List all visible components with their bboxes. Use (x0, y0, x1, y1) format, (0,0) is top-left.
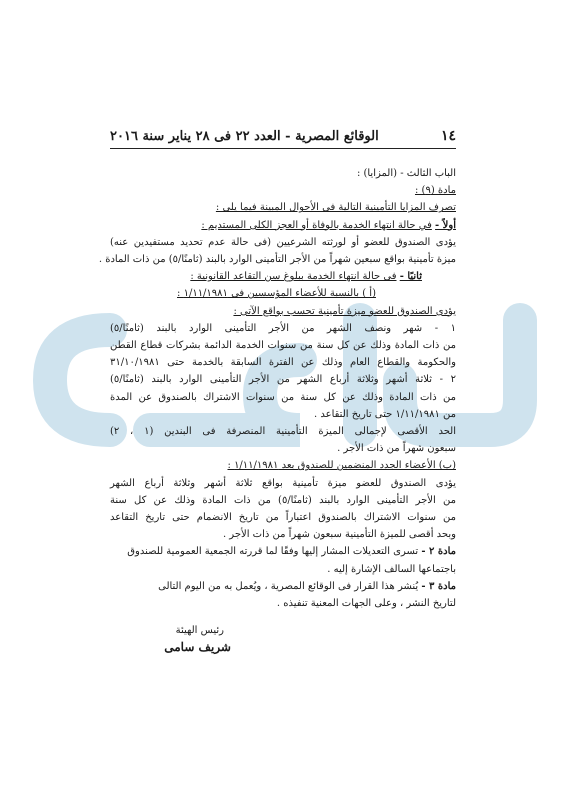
section-lead: ثانيًا - (399, 271, 422, 283)
article-lead: مادة ٢ - (421, 546, 456, 558)
paragraph-line: لتاريخ النشر ، وعلى الجهات المعنية تنفيذه . (276, 598, 456, 610)
document-body (98, 165, 457, 657)
paragraph-line: ميزة تأمينية بواقع سبعين شهراً من الأجر التأمينى الوارد بالبند (ثامنًا/٥) من ذات المادة . (98, 254, 456, 266)
paragraph-line: باجتماعها السالف الإشارة إليه . (327, 563, 456, 575)
signature-title: رئيس الهيئة (175, 625, 224, 637)
paragraph-line: يؤدى الصندوق للعضو أو لورثته الشرعيين (فى حالة عدم تحديد مستفيدين عنه) (110, 236, 456, 248)
paragraph-line: والحكومة والقطاع العام وذلك عن الفترة السابقة بالخدمة حتى ٣١/١٠/١٩٨١ (110, 357, 456, 369)
paragraph-line: أولاً - في حالة انتهاء الخدمة بالوفاة أو العجز الكلى المستديم : (201, 219, 456, 231)
paragraph-line: سبعون شهراً من ذات الأجر . (337, 443, 456, 455)
article-heading: مادة (٩) : (414, 185, 456, 197)
section-lead: أولاً - (435, 219, 456, 231)
page-header (110, 128, 456, 149)
article-lead: مادة ٣ - (421, 580, 456, 592)
paragraph-line: ١ - شهر ونصف الشهر من الأجر التأمينى الوارد بالبند (ثامنًا/٥) (110, 322, 456, 334)
paragraph-line: من الأجر التأمينى الوارد بالبند (ثامنًا/٥) من ذات المادة وذلك عن كل سنة (110, 494, 456, 506)
paragraph-line: من ١/١١/١٩٨١ حتى تاريخ التقاعد . (314, 408, 456, 420)
subsection-heading: (أ ) بالنسبة للأعضاء المؤسسين فى ١/١١/١٩٨١ : (177, 288, 376, 300)
paragraph-line: ثانيًا - فى حالة انتهاء الخدمة ببلوغ سن التقاعد القانونية : (190, 271, 422, 283)
signature-name: شريف سامى (164, 640, 231, 655)
paragraph-line: وبحد أقصى للميزة التأمينية سبعون شهراً من ذات الأجر . (222, 529, 456, 541)
paragraph-line: مادة ٣ - يُنشر هذا القرار فى الوقائع المصرية ، ويُعمل به من اليوم التالى (158, 580, 456, 592)
paragraph-line: الحد الأقصى لإجمالى الميزة التأمينية المنصرفة فى البندين (١ ، ٢) (110, 426, 457, 438)
chapter-heading: الباب الثالث - (المزايا) : (356, 168, 456, 179)
paragraph-line: مادة ٢ - تسرى التعديلات المشار إليها وفقًا لما قررته الجمعية العمومية للصندوق (127, 546, 456, 558)
page-number: ١٤ (440, 128, 456, 144)
paragraph-line: من سنوات الاشتراك بالصندوق اعتباراً من تاريخ الانضمام حتى تاريخ التقاعد (110, 512, 456, 524)
document-page (98, 128, 457, 657)
paragraph-line: من ذات المادة وذلك عن كل سنة من سنوات الاشتراك بالصندوق عن المدة (110, 391, 456, 403)
paragraph-line: تصرف المزايا التأمينية التالية فى الأحوال المبينة فيما يلى : (215, 202, 456, 214)
paragraph-line: يؤدى الصندوق للعضو ميزة تأمينية تحسب بواقع الآتى : (233, 305, 456, 317)
paragraph-line: من ذات المادة وذلك عن كل سنة من سنوات الخدمة الدائمة بشركات قطاع القطن (110, 340, 456, 352)
subsection-heading: (ب) الأعضاء الجدد المنضمين للصندوق بعد ١/١١/١٩٨١ : (227, 460, 456, 472)
paragraph-line: يؤدى الصندوق للعضو ميزة تأمينية بواقع ثلاثة أشهر وثلاثة أرباع الشهر (110, 477, 456, 489)
gazette-title: الوقائع المصرية - العدد ٢٢ فى ٢٨ يناير سنة ٢٠١٦ (110, 129, 379, 144)
paragraph-line: ٢ - ثلاثة أشهر وثلاثة أرباع الشهر من الأجر التأمينى الوارد بالبند (ثامنًا/٥) (110, 374, 456, 386)
